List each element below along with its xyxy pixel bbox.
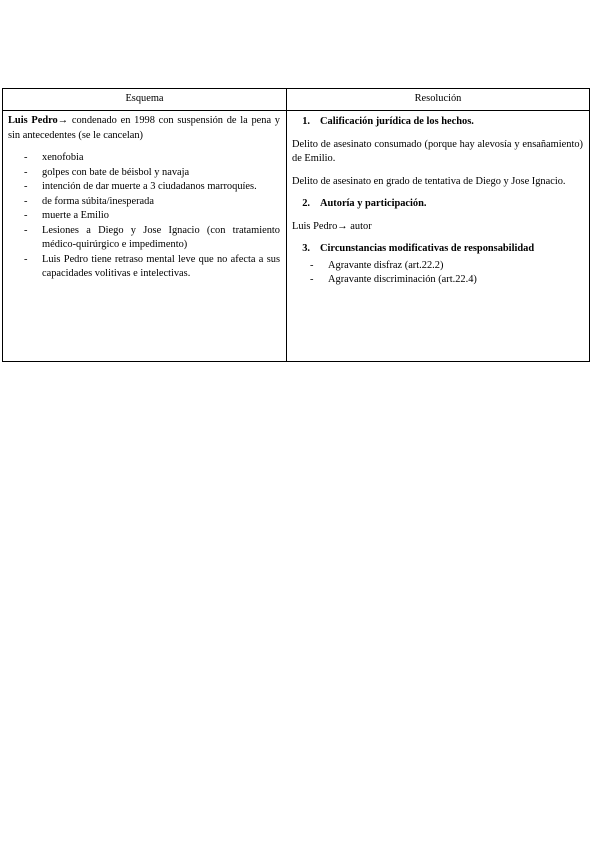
- intro-name: Luis Pedro: [8, 115, 58, 126]
- table-body-row: [3, 111, 590, 362]
- header-resolucion: Resolución: [287, 89, 590, 111]
- section-heading-2: 2. Autoría y participación.: [302, 198, 427, 209]
- section-heading-3: 3. Circunstancias modificativas de responsabilidad: [302, 243, 535, 254]
- table-header-row: [3, 89, 590, 111]
- intro-text: condenado en 1998 con suspensión de la pena y sin antecedentes (se le cancelan): [8, 115, 280, 141]
- list-item: - muerte a Emilio: [24, 210, 109, 221]
- list-item: - intención de dar muerte a 3 ciudadanos marroquíes.: [24, 181, 257, 192]
- resolucion-cell: [287, 111, 590, 362]
- section-3-list: [292, 259, 583, 288]
- section-1-paragraph-1: Delito de asesinato consumado (porque hay alevosía y ensañamiento) de Emilio.: [292, 138, 583, 164]
- esquema-list: [8, 151, 280, 282]
- list-item: - Agravante disfraz (art.22.2): [310, 259, 444, 271]
- intro-arrow: →: [57, 115, 69, 126]
- header-esquema: Esquema: [3, 89, 287, 111]
- list-item: - Luis Pedro tiene retraso mental leve que no afecta a sus capacidades volitivas e intelectivas.: [24, 253, 280, 279]
- esquema-intro: [8, 114, 280, 143]
- list-item: - xenofobia: [24, 152, 84, 163]
- esquema-resolucion-table: [2, 88, 590, 362]
- list-item: - golpes con bate de béisbol y navaja: [24, 166, 190, 178]
- list-item: - Lesiones a Diego y Jose Ignacio (con tratamiento médico-quirúrgico e impedimento): [24, 224, 280, 250]
- section-1-paragraph-2: Delito de asesinato en grado de tentativa de Diego y Jose Ignacio.: [292, 175, 566, 187]
- list-item: - Agravante discriminación (art.22.4): [310, 274, 477, 285]
- section-2-paragraph-1: Luis Pedro→ autor: [292, 220, 372, 232]
- section-heading-1: 1. Calificación jurídica de los hechos.: [302, 116, 474, 127]
- list-item: - de forma súbita/inesperada: [24, 195, 154, 207]
- esquema-cell: [3, 111, 287, 362]
